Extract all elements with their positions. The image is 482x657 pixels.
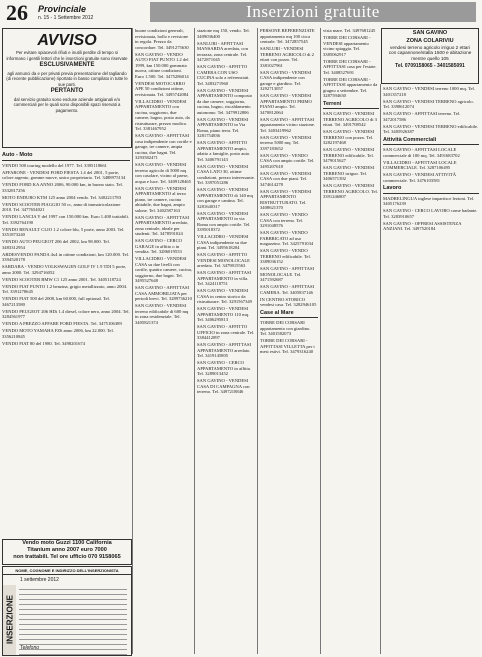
classified-ad: SAN GAVINO - AFFITTASI APPARTAMENTO in villa. Tel. 3424118751 bbox=[197, 270, 252, 286]
column-divider bbox=[257, 28, 258, 654]
classified-box-moto-guzzi bbox=[2, 539, 132, 565]
classified-ad: VENDO FORD KA ANNO 2006, 90.000 km, in buono stato. Tel. 3332817256 bbox=[2, 182, 123, 193]
classified-ad: SAN GAVINO - AFFITTO CAMERA CON USO CUCINA solo a referenziati. Tel. 3483271960 bbox=[197, 64, 250, 86]
classified-ad: VENDESI MOTOCARRO APE 50 condizioni ottime, revisionata. Tel. 3495742084 bbox=[135, 80, 189, 97]
column-divider bbox=[194, 28, 195, 654]
classified-ad: IN CENTRO STORICO vendesi casa. Tel. 3282946105 bbox=[260, 296, 317, 307]
classified-ad: SAN GAVINO - VENDESI APPARTAMENTO composto da due camere, soggiorno, cucina, bagno, riscaldamento autonomo. Tel. 3479912806 bbox=[197, 87, 253, 115]
classified-ad: SAN GAVINO - AFFITTO VENDESI MONOLOCALE arredato. Tel. 3479815563 bbox=[197, 252, 250, 268]
box-line: vendesi terreno agricolo irriguo 2 ettari bbox=[390, 44, 470, 50]
classified-ad: SAN GAVINO - VENDESI terreno edificabile di 600 mq in zona residenziale. Tel. 3405821374 bbox=[135, 303, 189, 325]
classified-ad: SAN GAVINO - AFFITTASI LOCALE commerciale di 100 mq. Tel. 3491683702 bbox=[383, 147, 460, 158]
classified-ad: SAN GAVINO - AFFITTASI terreno. Tel. 3472017586 bbox=[383, 111, 461, 122]
coupon-side-text: INSERZIONE bbox=[5, 595, 15, 644]
classified-ad: SAN GAVINO - CERCO LAVORO come badante. Tel. 3283910657 bbox=[383, 208, 478, 219]
column-6 bbox=[383, 86, 479, 654]
classified-ad: SAN GAVINO - CERCO APPARTAMENTO in affitto. Tel. 3289013452 bbox=[197, 360, 252, 376]
classified-ad: SAN GAVINO - VENDESI terreno agricolo di 5000 mq con casolare, vicino al paese, acqua e luce. Tel. 3409128465 bbox=[135, 162, 191, 184]
classified-ad: VENDO MOTO YAMAHA FZ6 anno 2006, km 22.000. Tel. 3356210845 bbox=[2, 328, 114, 339]
classified-ad: SAN GAVINO - VENDESI TERRENO con pozzo. Tel. 3282197468 bbox=[323, 129, 375, 145]
classified-ad: SAN GAVINO - VENDESI TERRENO AGRICOLO. Tel. 3391246807 bbox=[323, 183, 378, 199]
classified-ad: VENDO PEUGEOT 206 HDi 1.4 diesel, colore nero, anno 2004. Tel. 3284561977 bbox=[2, 308, 130, 319]
classified-ad: SAN GAVINO - VENDESI TERRENO irriguo. Tel. 3406571392 bbox=[323, 165, 375, 181]
classified-ad: TORRE DEI CORSARI appartamento con giardino. Tel. 3401582073 bbox=[260, 320, 311, 336]
coupon-title: NOME, COGNOME E INDIRIZZO DELL'INSERZIONISTA bbox=[3, 567, 131, 575]
classified-ad: SAN GAVINO - VENDO TERRENO edificabile. Tel. 3389036152 bbox=[260, 248, 311, 264]
classified-ad: VENDO SCOOTER BMW C1 125 anno 2001. Tel. 3405118724 bbox=[2, 276, 121, 282]
classified-ad: SAN GAVINO - AFFITTO APPARTAMENTO ampio, adatto a famiglie, posto auto. Tel. 3406791143 bbox=[197, 140, 251, 162]
classified-ad: SAN GAVINO - VENDESI APPARTAMENTO PRIMO PIANO ampio. Tel. 3470812064 bbox=[260, 93, 312, 115]
classified-ad: SAN GAVINO - AFFITTASI APPARTAMENTO arredato, zona centrale, ideale per studenti. Tel. 3478591024 bbox=[135, 214, 190, 236]
notice-exclusive: ESCLUSIVAMENTE bbox=[39, 62, 95, 68]
classified-ad: SAN GAVINO - VENDO CASA con terreno. Tel. 3291048576 bbox=[260, 212, 308, 228]
classified-ad: buone condizioni generali, revisionata, bollo e revisione in regola. Prezzo da concordare. Tel. 3491275630 bbox=[135, 28, 189, 50]
coupon-side-label bbox=[3, 585, 16, 655]
classified-ad: VENDO FIAT PUNTO 1.2 benzina, grigio metallizzato, anno 2004. Tel. 3391278645 bbox=[2, 283, 128, 294]
classified-ad: VENDO AUTO PEUGEOT 206 del 2002, km 98.000. Tel. 3483312954 bbox=[2, 239, 110, 250]
page-header bbox=[0, 0, 482, 26]
classified-ad: MOTO ENDURO KTM 125 anno 2004 vendo. Tel. 3402211783 bbox=[2, 194, 122, 200]
column-3 bbox=[197, 28, 255, 654]
classified-ad: AFFARONE - VENDESI FORD FIESTA 1.4 del 2001, 5 porte, colore argento, gomme nuove, unico proprietario. Tel. 3488975134 bbox=[2, 169, 126, 180]
notice-box bbox=[2, 28, 132, 148]
column-divider bbox=[380, 84, 381, 654]
classified-ad: SAN GAVINO - AFFITTASI APPARTAMENTO arredato. Tel. 3419145805 bbox=[197, 342, 252, 358]
section-heading: Auto - Moto bbox=[2, 153, 130, 161]
box-line: Titanium anno 2007 euro 7000 bbox=[27, 547, 107, 553]
classified-ad: SAN GAVINO - VENDESI CASA LATO 30, ottime condizioni, prezzo interessante. Tel. 3397051286 bbox=[197, 163, 255, 185]
classified-ad: VENDO FIAT 500 del 2008, km 60.000, full optional. Tel. 3467213580 bbox=[2, 296, 110, 307]
section-heading: Case al Mare bbox=[260, 311, 318, 319]
classified-ad: SAN GAVINO - VENDESI APPARTAMENTO di 140 mq con garage e cantina. Tel. 3281640317 bbox=[197, 187, 253, 209]
box-phone: Tel. 0709158065 - 3401585091 bbox=[395, 62, 465, 69]
classified-ad: SAN GAVINO - VENDESI CASA con due piani. Tel. 3474614278 bbox=[260, 170, 312, 187]
classified-ad: SAN GAVINO - VENDESI APPARTAMENTO RISTRUTTURATO. Tel. 3408621370 bbox=[260, 188, 312, 210]
classified-ad: SAN GAVINO - VENDO FABBRICATO ad uso magazzino. Tel. 3425791034 bbox=[260, 230, 314, 246]
classified-ad: TORRE DEI CORSARI - AFFITTASI appartamento da giugno a settembre. Tel. 3287594630 bbox=[323, 76, 378, 98]
classified-ad: vista mare. Tel. 3497681245 bbox=[323, 28, 376, 33]
classified-ad: VENDO A PREZZO AFFARE FORD FIESTA. Tel. 3475106389 bbox=[2, 321, 122, 326]
classified-ad: SARDARA - VENDO VOLKSWAGEN GOLF IV 1.9 TDI 5 porte, anno 2000. Tel. 3294716052 bbox=[2, 264, 127, 275]
notice-pertanto: PERTANTO bbox=[50, 88, 84, 94]
classified-ad: VENDO SCOOTER PIAGGIO 50 cc, anno di immatricolazione 2010. Tel. 3477654021 bbox=[2, 201, 121, 212]
column-4 bbox=[260, 28, 318, 654]
classified-ad: SAN GAVINO - VENDESI terreno 1000 mq. Tel. 3401357218 bbox=[383, 86, 475, 97]
classified-ad: SAN GAVINO - VENDESI CASA indipendente con garage e giardino. Tel. 3292713057 bbox=[260, 69, 312, 91]
classified-ad: TORRE DEI CORSARI - VENDESI appartamento vicino spiaggia. Tel. 3385062917 bbox=[323, 35, 371, 57]
classified-ad: VENDO FIAT 80 del 1980. Tel. 3498201674 bbox=[2, 340, 85, 346]
classified-ad: SAN GAVINO - VENDESI APPARTAMENTO in Via Roma, piano terra. Tel. 3281754836 bbox=[197, 116, 249, 138]
insertion-coupon bbox=[2, 566, 132, 656]
classified-ad: SAN GAVINO - AFFITTASI appartamento vicino stazione. Tel. 3403419962 bbox=[260, 116, 315, 133]
page-number: 26 bbox=[6, 0, 28, 25]
classified-ad: VENDO LANCIA Y del 1997 con 150.000 km. Euro 1.400 trattabili. Tel. 3392764190 bbox=[2, 214, 129, 225]
issue-date: n. 15 - 1 Settembre 2012 bbox=[38, 15, 94, 21]
section-heading: Attività Commerciali bbox=[383, 138, 479, 146]
box-line: con capannone/stalla 1500 e abitazione bbox=[388, 50, 472, 56]
classified-ad: VENDO RENAULT CLIO 1.2 colore blu, 5 porte, anno 2003. Tel. 3351873240 bbox=[2, 226, 125, 237]
column-divider bbox=[132, 28, 133, 654]
classified-ad: SAN GAVINO - VENDESI CASA DI CAMPAGNA con terreno. Tel. 3497218846 bbox=[197, 378, 250, 394]
classified-ad: SAN GAVINO - VENDESI APPARTAMENTO in via Roma con ampio cortile. Tel. 3395018372 bbox=[197, 210, 251, 232]
classified-ad: VILLACIDRO - VENDESI CASA su due livelli con cortile, quattro camere, cucina, soggiorno, due bagni. Tel. 3495527648 bbox=[135, 256, 192, 283]
brand-logo: Provinciale bbox=[38, 4, 87, 14]
classified-ad: SAN GAVINO - AFFITTASI MONOLOCALE. Tel. 3471592687 bbox=[260, 266, 315, 282]
notice-text-1: Per evitare spiacevoli rifiuti e inutili perdite di tempo si informano i gentili lettori che le inserzioni gratuite sono riservate bbox=[6, 50, 128, 61]
classified-box-colariviu bbox=[381, 28, 479, 84]
classified-ad: VILLACIDRO - VENDESI CASA indipendente su due piani. Tel. 3495618204 bbox=[197, 234, 249, 250]
classified-ad: SAN GAVINO - VENDESI APPARTAMENTO al terzo piano, tre camere, cucina abitabile, due bagni, ampio salone. Tel. 3402587163 bbox=[135, 185, 187, 213]
classified-ad: SANLURI - VENDESI TERRENO AGRICOLO di 2 ettari con pozzo. Tel. 3381027961 bbox=[260, 46, 314, 68]
classified-ad: SAN GAVINO - VENDESI TERRENO agricolo. Tel. 3398612074 bbox=[383, 98, 474, 109]
column-5 bbox=[323, 28, 379, 654]
notice-text-3: dal servizio gratuito sono escluse aziende artigianali e/o commerciali per le quali sono disponibili spazi riservati a pagamento. bbox=[13, 96, 121, 113]
classified-ad: SAN GAVINO - CERCO GARAGE in affitto o in vendita. Tel. 3286019553 bbox=[135, 238, 183, 254]
classified-ad: SAN GAVINO - VENDESI APPARTAMENTO 110 mq. Tel. 3406295813 bbox=[197, 306, 250, 322]
classified-ad: stazione mq 150, vendo. Tel. 3409036400 bbox=[197, 28, 250, 39]
classified-ad: SAN GAVINO - OFFRESI ASSISTENZA ANZIANI. Tel. 3497520184 bbox=[383, 220, 462, 231]
classified-ad: VILLACIDRO - VENDESI APPARTAMENTO con cucina, soggiorno, due camere, bagno, posto auto, da ristrutturare, prezzo modico. Tel. 3381467952 bbox=[135, 98, 190, 131]
classified-ad: SAN GAVINO - AFFITTO UFFICIO in zona centrale. Tel. 3384412897 bbox=[197, 324, 255, 340]
classified-ad: SAN GAVINO - VENDO AUTO FIAT PUNTO 1.2 del 1999, km 150.000 gommata nuova, ottime condizioni. Euro 1.500. Tel. 3475286014 bbox=[135, 51, 189, 79]
classified-ad: SAN GAVINO - VENDESI TERRENO edificabile. Tel. 3405926387 bbox=[383, 123, 479, 134]
coupon-tel-label: Telefono bbox=[20, 645, 39, 651]
classified-ad: SAN GAVINO - AFFITTASI CAMERA. Tel. 3405837146 bbox=[260, 284, 315, 295]
classified-ad: SAN GAVINO - VENDESI TERRENO AGRICOLO di 3 ettari. Tel. 3491708542 bbox=[323, 111, 377, 127]
column-divider bbox=[320, 28, 321, 654]
classified-ad: SAN GAVINO - VENDESI terreno 5000 mq. Tel. 3397183652 bbox=[260, 134, 312, 151]
box-line: non trattabili. Tel ore ufficio 070 9158065 bbox=[13, 554, 121, 560]
section-heading: Lavoro bbox=[383, 186, 479, 194]
section-heading: Terreni bbox=[323, 102, 379, 110]
box-subheading: ZONA COLARIVIU bbox=[406, 37, 454, 44]
classified-ad: PERSONE REFERENZIATE appartamento mq 100 circa centrale. Tel. 3472857545 bbox=[260, 28, 315, 44]
box-heading: SAN GAVINO bbox=[412, 30, 448, 36]
classified-ad: SAN GAVINO - AFFITTASI CASA AMMOBILIATA per periodi brevi. Tel. 3289736210 bbox=[135, 285, 192, 301]
classified-ad: MADRELINGUA inglese impartisce lezioni. Tel. 3405176239 bbox=[383, 195, 475, 206]
classified-ad: SAN GAVINO - AFFITTASI casa indipendente con cortile e garage, tre camere, ampia cucina, due bagni. Tel. 3293582471 bbox=[135, 133, 192, 160]
classified-ad: SAN GAVINO - VENDO CASA con ampio cortile. Tel. 3495207618 bbox=[260, 152, 315, 169]
box-line: mentre quello 105 bbox=[411, 56, 449, 62]
box-line: Vendo moto Guzzi 1100 California bbox=[22, 540, 112, 546]
classified-ad: SANLURI - AFFITTASI MANSARDA arredata, con terrazza, zona centrale. Tel. 3472871045 bbox=[197, 40, 248, 62]
classified-ad: TORRE DEI CORSARI - AFFITTASI casa per l'estate. Tel. 3408527691 bbox=[323, 58, 377, 75]
classified-ad: SAN GAVINO - VENDESI TERRENO edificabile. Tel. 3479015627 bbox=[323, 147, 375, 163]
column-auto-moto bbox=[2, 150, 130, 536]
classified-ad: VILLACIDRO - AFFITTASI LOCALE COMMERCIALE. Tel. 3287106495 bbox=[383, 159, 457, 170]
page-title: Inserzioni gratuite bbox=[150, 2, 476, 22]
classified-ad: SAN GAVINO - VENDESI CASA in centro storico da ristrutturare. Tel. 3291567349 bbox=[197, 288, 252, 304]
coupon-date: 1 settembre 2012 bbox=[20, 577, 59, 583]
column-2 bbox=[135, 28, 192, 654]
notice-title: AVVISO bbox=[37, 32, 97, 49]
classified-ad: TORRE DEI CORSARI - AFFITTASI VILLETTA per i mesi estivi. Tel. 3479316240 bbox=[260, 338, 315, 354]
classified-ad: VENDO 500 touring modello del 1977. Tel. 3395118661 bbox=[2, 162, 107, 168]
classified-ad: ARDESVENDO PANDA 4x4 in ottime condizioni, km 120.000. Tel. 3394520178 bbox=[2, 251, 130, 262]
notice-text-2: agli annunci da e per privati previa presentazione del tagliando (di recente pubblicazione) riportato in basso compilato in tutte le sue parti. bbox=[6, 70, 128, 87]
classified-ad: SAN GAVINO - VENDESI ATTIVITÀ commerciale. Tel. 3476103581 bbox=[383, 172, 457, 183]
